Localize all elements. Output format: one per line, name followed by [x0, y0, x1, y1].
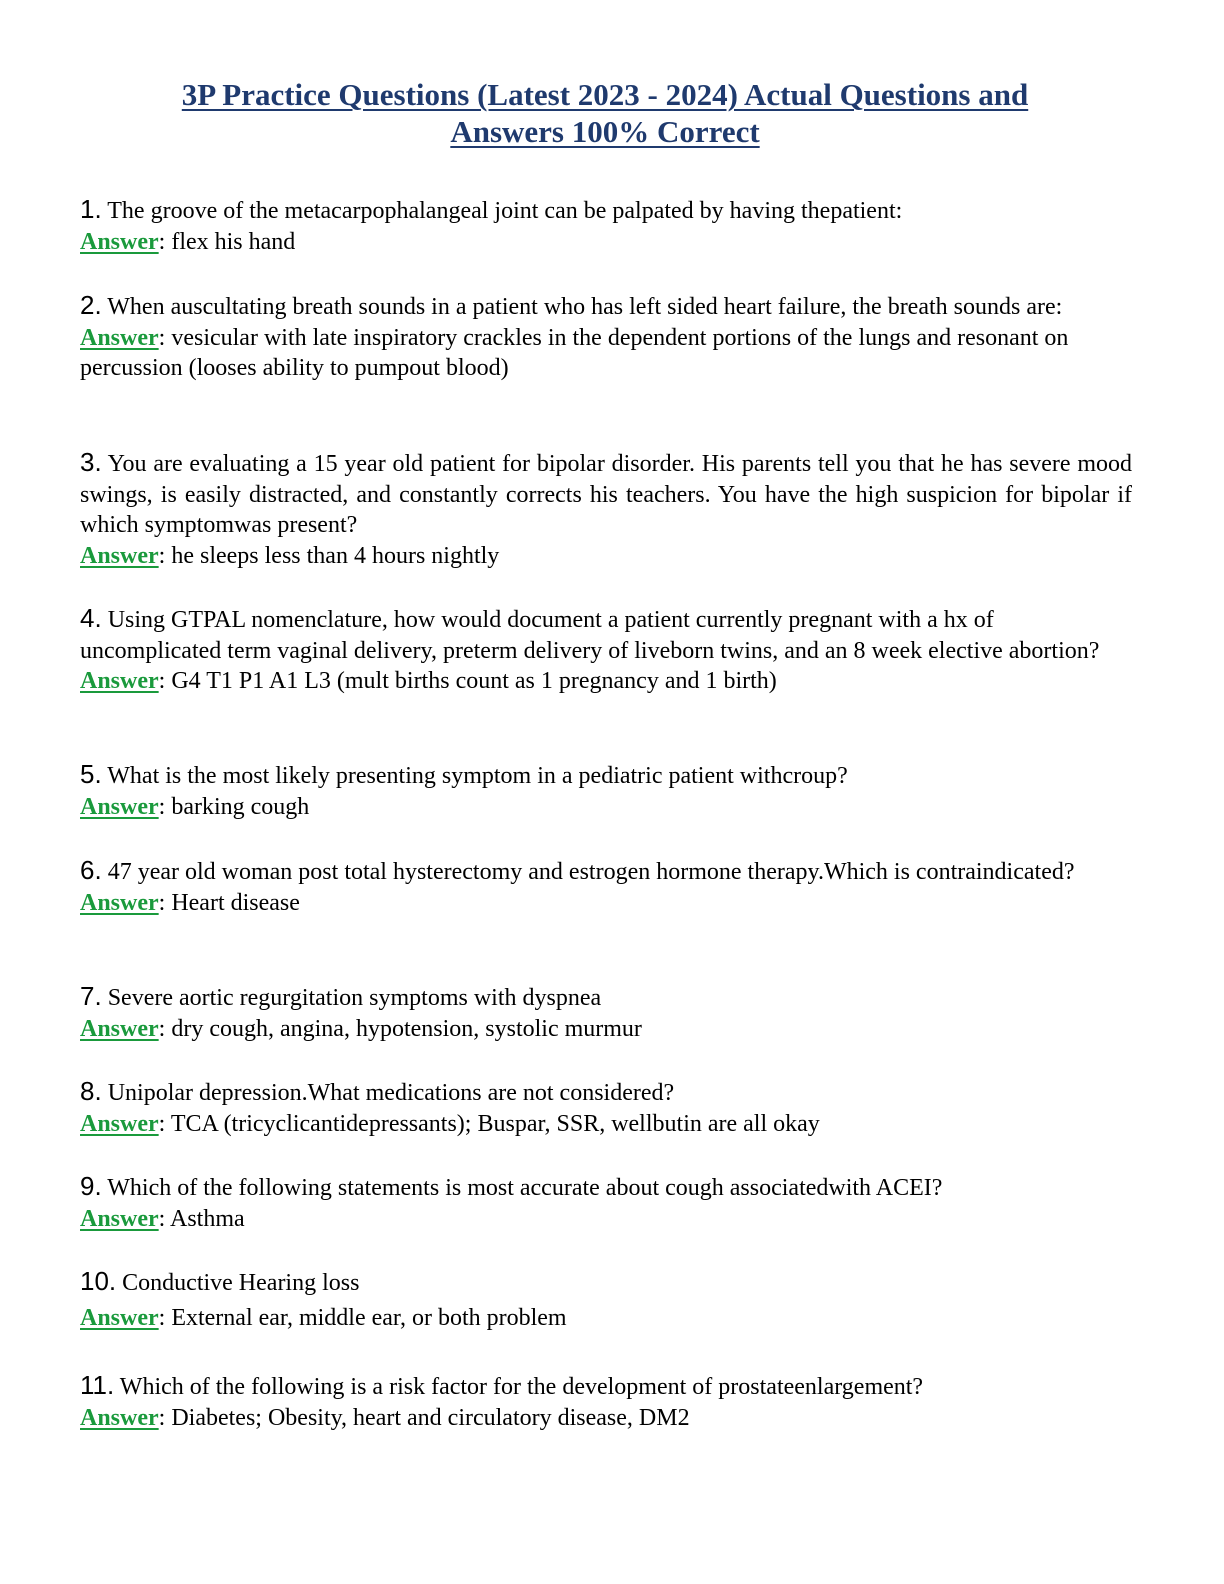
qa-item-3 [80, 447, 1132, 571]
answer-label: Answer [80, 1205, 159, 1232]
question-number: 5. [80, 759, 102, 789]
answer-text: : flex his hand [158, 228, 296, 255]
question-text: When auscultating breath sounds in a patient who has left sided heart failure, the breath sounds are: [107, 294, 1063, 320]
question-number: 4. [80, 603, 102, 633]
qa-item-4 [80, 603, 1132, 697]
answer-label: Answer [80, 1015, 159, 1042]
answer-text: : TCA (tricyclicantidepressants); Buspar, SSR, wellbutin are all okay [158, 1110, 820, 1137]
answer-text: : dry cough, angina, hypotension, systolic murmur [158, 1015, 642, 1042]
question-1 [80, 194, 1132, 227]
question-text: Using GTPAL nomenclature, how would document a patient currently pregnant with a hx of uncomplicated term vaginal delivery, preterm delivery of liveborn twins, and an 8 week elective abortion? [80, 607, 1100, 664]
answer-6 [80, 888, 1132, 919]
answer-8 [80, 1109, 1132, 1140]
answer-text: : he sleeps less than 4 hours nightly [158, 542, 500, 569]
question-6 [80, 855, 1132, 888]
answer-label: Answer [80, 228, 159, 255]
question-number: 1. [80, 194, 102, 224]
answer-label: Answer [80, 1110, 159, 1137]
document-title [80, 76, 1130, 150]
answer-3 [80, 541, 1132, 572]
answer-11 [80, 1403, 1132, 1434]
answer-text: : External ear, middle ear, or both problem [158, 1304, 567, 1331]
answer-label: Answer [80, 324, 159, 351]
question-11 [80, 1370, 1132, 1403]
question-text: Conductive Hearing loss [122, 1270, 360, 1296]
qa-item-9 [80, 1171, 1132, 1234]
answer-text: : G4 T1 P1 A1 L3 (mult births count as 1 pregnancy and 1 birth) [158, 668, 777, 694]
question-8 [80, 1076, 1132, 1109]
answer-1 [80, 227, 1132, 258]
qa-item-10 [80, 1266, 1132, 1333]
qa-item-1 [80, 194, 1132, 257]
question-text: Unipolar depression.What medications are not considered? [107, 1080, 675, 1106]
question-10 [80, 1266, 1132, 1299]
answer-label: Answer [80, 1304, 159, 1331]
question-number: 2. [80, 290, 102, 320]
title-line-1: 3P Practice Questions (Latest 2023 - 2024) Actual Questions and [181, 77, 1029, 112]
qa-item-2 [80, 290, 1132, 384]
answer-4 [80, 666, 1132, 697]
answer-label: Answer [80, 542, 159, 569]
answer-2 [80, 323, 1132, 384]
answer-10 [80, 1303, 1132, 1334]
question-5 [80, 759, 1132, 792]
answer-label: Answer [80, 668, 159, 694]
question-number: 6. [80, 855, 102, 885]
question-text: 47 year old woman post total hysterectomy and estrogen hormone therapy.Which is contraindicated? [107, 859, 1075, 885]
qa-item-5 [80, 759, 1132, 822]
qa-item-6 [80, 855, 1132, 918]
answer-7 [80, 1014, 1132, 1045]
question-text: Which of the following is a risk factor for the development of prostateenlargement? [119, 1374, 924, 1400]
answer-text: : barking cough [158, 793, 310, 820]
answer-text: : Asthma [158, 1205, 245, 1232]
qa-item-7 [80, 981, 1132, 1044]
question-number: 7. [80, 981, 102, 1011]
question-number: 3. [80, 447, 102, 477]
question-text: You are evaluating a 15 year old patient for bipolar disorder. His parents tell you that he has severe mood swings, is easily distracted, and constantly corrects his teachers. You have the high suspicion for bipolar if which symptomwas present? [80, 451, 1132, 538]
question-3 [80, 447, 1132, 541]
question-number: 10. [80, 1266, 117, 1296]
question-text: Which of the following statements is most accurate about cough associatedwith ACEI? [107, 1175, 943, 1201]
answer-9 [80, 1204, 1132, 1235]
answer-text: : Heart disease [158, 889, 300, 916]
question-text: Severe aortic regurgitation symptoms with dyspnea [107, 985, 602, 1011]
answer-5 [80, 792, 1132, 823]
question-2 [80, 290, 1132, 323]
question-4 [80, 603, 1132, 666]
qa-item-11 [80, 1370, 1132, 1433]
question-9 [80, 1171, 1132, 1204]
question-text: The groove of the metacarpophalangeal joint can be palpated by having thepatient: [107, 198, 903, 224]
question-7 [80, 981, 1132, 1014]
answer-label: Answer [80, 889, 159, 916]
question-text: What is the most likely presenting symptom in a pediatric patient withcroup? [107, 763, 848, 789]
question-number: 11. [80, 1370, 115, 1400]
title-line-2: Answers 100% Correct [450, 114, 760, 149]
question-number: 9. [80, 1171, 102, 1201]
answer-label: Answer [80, 793, 159, 820]
answer-text: : Diabetes; Obesity, heart and circulatory disease, DM2 [158, 1404, 690, 1431]
question-number: 8. [80, 1076, 102, 1106]
answer-text: : vesicular with late inspiratory crackles in the dependent portions of the lungs and resonant on percussion (looses ability to pumpout blood) [80, 324, 1069, 381]
qa-item-8 [80, 1076, 1132, 1139]
answer-label: Answer [80, 1404, 159, 1431]
